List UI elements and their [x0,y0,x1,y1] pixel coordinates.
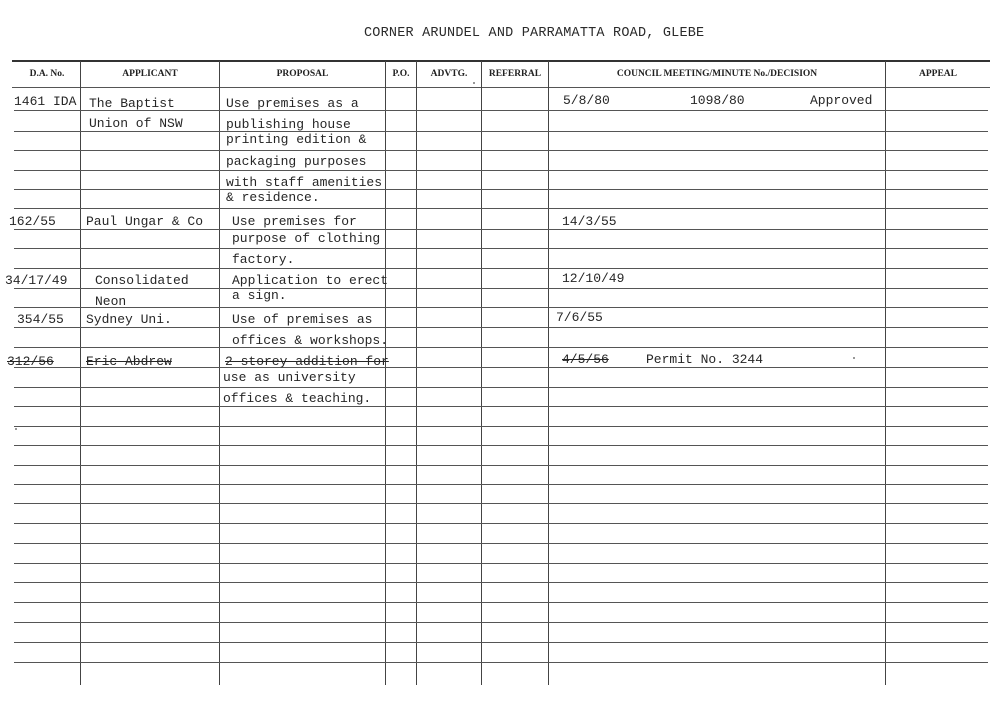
proposal-line: packaging purposes [226,154,367,169]
row-rule [14,523,988,524]
proposal-line: factory. [232,252,295,267]
row-rule [14,387,988,388]
row-rule [14,543,988,544]
column-rule [416,61,417,685]
column-rule [885,61,886,685]
proposal-line: a sign. [232,288,287,303]
column-rule [80,61,81,685]
da-number: 34/17/49 [5,273,68,288]
row-rule [14,622,988,623]
proposal-line: Application to erect [232,273,389,288]
permit-number: Permit No. 3244 [646,352,764,367]
proposal-line: Use of premises as [232,312,373,327]
scan-speck [473,82,475,84]
da-number: 162/55 [9,214,56,229]
meeting-date: 14/3/55 [562,214,617,229]
proposal-line: with staff amenities [226,175,383,190]
decision: Approved [810,93,873,108]
row-rule [14,170,988,171]
proposal-line: offices & workshops. [232,333,389,348]
header-applicant: APPLICANT [122,69,178,79]
row-rule [14,150,988,151]
row-rule [14,563,988,564]
da-number: 312/56 [7,354,54,369]
applicant-line: The Baptist [89,96,175,111]
header-po: P.O. [392,69,410,79]
row-rule [14,288,988,289]
header-appeal: APPEAL [919,69,957,79]
header-top-rule [12,60,990,62]
applicant-line: Neon [95,294,127,309]
row-rule [14,189,988,190]
row-rule [14,327,988,328]
da-number: 354/55 [17,312,64,327]
proposal-line: Use premises as a [226,96,359,111]
row-rule [14,503,988,504]
row-rule [14,208,988,209]
row-rule [14,406,988,407]
row-rule [14,268,988,269]
header-bottom-rule [12,87,990,88]
applicant-line: Eric Abdrew [86,354,172,369]
meeting-date: 5/8/80 [563,93,610,108]
row-rule [14,229,988,230]
proposal-line: offices & teaching. [223,391,372,406]
proposal-line: use as university [223,370,356,385]
column-rule [481,61,482,685]
minute-number: 1098/80 [690,93,745,108]
applicant-line: Sydney Uni. [86,312,172,327]
proposal-line: publishing house [226,117,351,132]
column-rule [219,61,220,685]
column-rule [385,61,386,685]
meeting-date: 7/6/55 [556,310,603,325]
scan-speck [853,357,855,359]
row-rule [14,662,988,663]
meeting-date: 4/5/56 [562,352,609,367]
proposal-line: & residence. [226,190,320,205]
proposal-line: 2 storey addition for [225,354,389,369]
row-rule [14,131,988,132]
header-advtg: ADVTG. [430,69,468,79]
row-rule [14,248,988,249]
applicant-line: Paul Ungar & Co [86,214,204,229]
row-rule [14,445,988,446]
applicant-line: Consolidated [95,273,189,288]
header-da-no: D.A. No. [29,69,65,79]
row-rule [14,642,988,643]
scan-speck [15,428,17,430]
row-rule [14,465,988,466]
row-rule [14,307,988,308]
row-rule [14,426,988,427]
header-council-decision: COUNCIL MEETING/MINUTE No./DECISION [616,69,818,79]
row-rule [14,347,988,348]
column-rule [548,61,549,685]
meeting-date: 12/10/49 [562,271,625,286]
da-number: 1461 IDA [14,94,77,109]
proposal-line: purpose of clothing [232,231,381,246]
proposal-line: Use premises for [232,214,357,229]
proposal-line: printing edition & [226,132,367,147]
applicant-line: Union of NSW [89,116,183,131]
header-referral: REFERRAL [488,69,542,79]
page-title: CORNER ARUNDEL AND PARRAMATTA ROAD, GLEBE [364,26,705,41]
header-proposal: PROPOSAL [276,69,329,79]
row-rule [14,582,988,583]
row-rule [14,602,988,603]
row-rule [14,484,988,485]
